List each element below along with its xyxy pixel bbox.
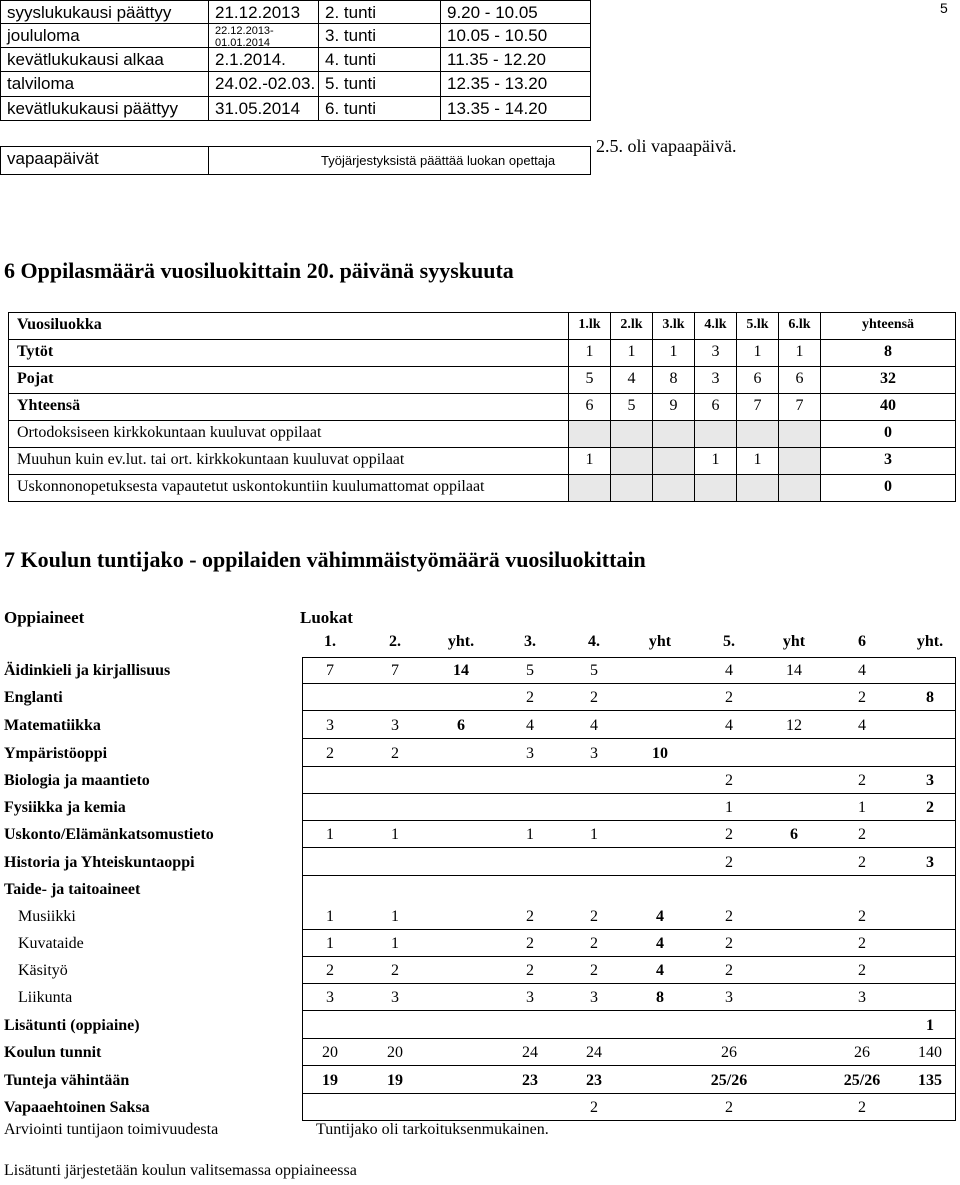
schedule-time: 11.35 - 12.20 xyxy=(440,47,591,72)
row-rule xyxy=(302,956,955,957)
value: 1 xyxy=(858,799,866,816)
value: 140 xyxy=(918,1044,942,1061)
value: 4 xyxy=(656,935,664,952)
value-cell: 5 xyxy=(568,366,611,394)
subject-label: Uskonto/Elämänkatsomustieto xyxy=(4,826,214,843)
value: 6 xyxy=(790,826,798,843)
schedule-lesson: 6. tunti xyxy=(318,96,441,121)
value-cell xyxy=(610,474,653,502)
value: 1 xyxy=(725,799,733,816)
column-header: yht. xyxy=(447,633,475,650)
value: 2 xyxy=(725,689,733,706)
value: 7 xyxy=(326,662,334,679)
column-header: 6 xyxy=(858,633,866,650)
value: 1 xyxy=(590,826,598,843)
value-cell: 1 xyxy=(610,339,653,367)
row-rule xyxy=(302,847,955,848)
row-rule xyxy=(302,793,955,794)
value: 19 xyxy=(387,1072,403,1089)
value-cell: 1 xyxy=(694,447,737,475)
footnote: Lisätunti järjestetään koulun valitsemassa oppiaineessa xyxy=(4,1162,357,1179)
value: 3 xyxy=(526,745,534,762)
value-cell xyxy=(778,474,821,502)
schedule-lesson: 2. tunti xyxy=(318,0,441,24)
value: 26 xyxy=(721,1044,737,1061)
subject-label: Ympäristöoppi xyxy=(4,745,108,762)
value: 4 xyxy=(725,662,733,679)
subject-label: Musiikki xyxy=(18,908,76,925)
schedule-time: 10.05 - 10.50 xyxy=(440,23,591,48)
value: 20 xyxy=(387,1044,403,1061)
value: 2 xyxy=(725,772,733,789)
value-cell: 6 xyxy=(694,393,737,421)
value: 2 xyxy=(526,689,534,706)
row-rule xyxy=(302,1038,955,1039)
column-header: 1. xyxy=(324,633,336,650)
subject-label: Historia ja Yhteiskuntaoppi xyxy=(4,854,195,871)
header-cell: 6.lk xyxy=(778,312,821,340)
value: 3 xyxy=(858,989,866,1006)
value: 2 xyxy=(526,962,534,979)
value: 2 xyxy=(590,908,598,925)
value-cell: 9 xyxy=(652,393,695,421)
value: 10 xyxy=(652,745,668,762)
value-cell: 7 xyxy=(736,393,779,421)
value: 4 xyxy=(590,717,598,734)
value-cell: 6 xyxy=(568,393,611,421)
value: 3 xyxy=(926,854,934,871)
subject-label: Liikunta xyxy=(18,989,73,1006)
header-cell: 3.lk xyxy=(652,312,695,340)
subject-label: Matematiikka xyxy=(4,717,101,734)
row-rule xyxy=(302,1065,955,1066)
row-rule xyxy=(302,1093,955,1094)
schedule-time: 9.20 - 10.05 xyxy=(440,0,591,24)
column-header: 5. xyxy=(723,633,735,650)
value: 3 xyxy=(391,717,399,734)
value-cell xyxy=(694,420,737,448)
section6-title: 6 Oppilasmäärä vuosiluokittain 20. päivänä syyskuuta xyxy=(4,258,514,283)
value-cell: 1 xyxy=(778,339,821,367)
value-cell: 3 xyxy=(820,447,956,475)
row-label: Muuhun kuin ev.lut. tai ort. kirkkokuntaan kuuluvat oppilaat xyxy=(8,447,569,475)
value: 4 xyxy=(858,717,866,734)
column-header: 3. xyxy=(524,633,536,650)
subject-label: Fysiikka ja kemia xyxy=(4,799,126,816)
row-rule xyxy=(302,683,955,684)
schedule-label: kevätlukukausi alkaa xyxy=(0,47,209,72)
value: 2 xyxy=(858,962,866,979)
schedule-time: 13.35 - 14.20 xyxy=(440,96,591,121)
value: 3 xyxy=(326,717,334,734)
header-cell: 5.lk xyxy=(736,312,779,340)
column-header: 2. xyxy=(389,633,401,650)
subject-label: Tunteja vähintään xyxy=(4,1072,130,1089)
value-cell: 1 xyxy=(736,339,779,367)
value: 1 xyxy=(326,935,334,952)
value: 8 xyxy=(656,989,664,1006)
schedule-label: vapaapäivät xyxy=(0,146,209,175)
row-rule xyxy=(302,1010,955,1011)
value-cell: 1 xyxy=(652,339,695,367)
value: 20 xyxy=(322,1044,338,1061)
row-rule xyxy=(302,875,955,876)
value: 1 xyxy=(526,826,534,843)
schedule-label: syyslukukausi päättyy xyxy=(0,0,209,24)
value: 1 xyxy=(326,908,334,925)
row-label: Tytöt xyxy=(8,339,569,367)
value: 3 xyxy=(326,989,334,1006)
value-cell: 40 xyxy=(820,393,956,421)
header-cell: 2.lk xyxy=(610,312,653,340)
value-cell: 8 xyxy=(652,366,695,394)
value: 24 xyxy=(522,1044,538,1061)
row-label: Yhteensä xyxy=(8,393,569,421)
schedule-date: 31.05.2014 xyxy=(208,96,319,121)
value: 2 xyxy=(326,962,334,979)
value: 2 xyxy=(725,1099,733,1116)
evaluation-label: Arviointi tuntijaon toimivuudesta xyxy=(4,1121,219,1138)
value-cell xyxy=(694,474,737,502)
value-cell xyxy=(736,474,779,502)
value: 2 xyxy=(858,772,866,789)
value-cell: 1 xyxy=(568,447,611,475)
value: 2 xyxy=(725,962,733,979)
subject-label: Taide- ja taitoaineet xyxy=(4,881,141,898)
value: 2 xyxy=(725,826,733,843)
row-label: Pojat xyxy=(8,366,569,394)
value: 5 xyxy=(590,662,598,679)
value: 1 xyxy=(926,1017,934,1034)
schedule-lesson: 5. tunti xyxy=(318,71,441,97)
schedule-label: kevätlukukausi päättyy xyxy=(0,96,209,121)
schedule-lesson: 4. tunti xyxy=(318,47,441,72)
value: 3 xyxy=(391,989,399,1006)
value: 26 xyxy=(854,1044,870,1061)
value-cell: 3 xyxy=(694,366,737,394)
value-cell: 0 xyxy=(820,420,956,448)
page-number: 5 xyxy=(940,0,948,16)
value-cell xyxy=(778,420,821,448)
header-cell: Vuosiluokka xyxy=(8,312,569,340)
value: 1 xyxy=(326,826,334,843)
value: 23 xyxy=(522,1072,538,1089)
column-header: 4. xyxy=(588,633,600,650)
value-cell xyxy=(568,420,611,448)
value: 2 xyxy=(590,1099,598,1116)
classes-header: Luokat xyxy=(300,608,353,627)
row-label: Ortodoksiseen kirkkokuntaan kuuluvat oppilaat xyxy=(8,420,569,448)
evaluation-text: Tuntijako oli tarkoituksenmukainen. xyxy=(316,1121,549,1138)
value: 2 xyxy=(526,935,534,952)
value: 5 xyxy=(526,662,534,679)
value: 7 xyxy=(391,662,399,679)
column-header: yht. xyxy=(916,633,944,650)
header-cell: 1.lk xyxy=(568,312,611,340)
schedule-date: 21.12.2013 xyxy=(208,0,319,24)
value: 135 xyxy=(918,1072,942,1089)
value: 1 xyxy=(391,935,399,952)
subject-label: Kuvataide xyxy=(18,935,84,952)
row-rule xyxy=(302,738,955,739)
value: 2 xyxy=(858,826,866,843)
value: 24 xyxy=(586,1044,602,1061)
schedule-time: 12.35 - 13.20 xyxy=(440,71,591,97)
value-cell: 32 xyxy=(820,366,956,394)
schedule-lesson: 3. tunti xyxy=(318,23,441,48)
value: 2 xyxy=(326,745,334,762)
subject-label: Englanti xyxy=(4,689,63,706)
value: 2 xyxy=(590,689,598,706)
value: 19 xyxy=(322,1072,338,1089)
value: 2 xyxy=(391,962,399,979)
value: 8 xyxy=(926,689,934,706)
value-cell xyxy=(778,447,821,475)
value: 4 xyxy=(858,662,866,679)
value: 2 xyxy=(725,854,733,871)
value: 2 xyxy=(858,689,866,706)
value-cell: 4 xyxy=(610,366,653,394)
schedule-label: talviloma xyxy=(0,71,209,97)
value: 2 xyxy=(526,908,534,925)
value-cell xyxy=(568,474,611,502)
value-cell: 1 xyxy=(568,339,611,367)
schedule-date: 24.02.-02.03. xyxy=(208,71,319,97)
value: 14 xyxy=(786,662,802,679)
value: 2 xyxy=(858,854,866,871)
value-cell xyxy=(652,447,695,475)
value: 4 xyxy=(656,962,664,979)
header-cell: 4.lk xyxy=(694,312,737,340)
value: 3 xyxy=(590,989,598,1006)
schedule-date: 22.12.2013- 01.01.2014 xyxy=(208,23,319,48)
value: 23 xyxy=(586,1072,602,1089)
grid-rule xyxy=(302,657,955,658)
grid-rule xyxy=(302,657,303,1121)
section7-title: 7 Koulun tuntijako - oppilaiden vähimmäistyömäärä vuosiluokittain xyxy=(4,547,646,572)
header-cell: yhteensä xyxy=(820,312,956,340)
value: 4 xyxy=(526,717,534,734)
subject-label: Äidinkieli ja kirjallisuus xyxy=(4,662,171,679)
value-cell: 6 xyxy=(778,366,821,394)
schedule-date: 2.1.2014. xyxy=(208,47,319,72)
grid-rule xyxy=(955,657,956,1121)
value: 2 xyxy=(725,908,733,925)
value: 12 xyxy=(786,717,802,734)
value: 2 xyxy=(590,962,598,979)
value: 3 xyxy=(526,989,534,1006)
row-rule xyxy=(302,766,955,767)
row-rule xyxy=(302,983,955,984)
schedule-label: joululoma xyxy=(0,23,209,48)
row-label: Uskonnonopetuksesta vapautetut uskontokuntiin kuulumattomat oppilaat xyxy=(8,474,569,502)
value: 4 xyxy=(725,717,733,734)
value-cell: 6 xyxy=(736,366,779,394)
value: 2 xyxy=(926,799,934,816)
value-cell xyxy=(652,474,695,502)
subject-label: Vapaaehtoinen Saksa xyxy=(4,1099,150,1116)
subject-label: Lisätunti (oppiaine) xyxy=(4,1017,140,1034)
row-rule xyxy=(302,820,955,821)
row-rule xyxy=(302,929,955,930)
schedule-note: Työjärjestyksistä päättää luokan opettaja xyxy=(208,146,591,175)
value: 2 xyxy=(725,935,733,952)
value: 2 xyxy=(858,1099,866,1116)
row-rule xyxy=(302,710,955,711)
subject-label: Biologia ja maantieto xyxy=(4,772,150,789)
value: 2 xyxy=(391,745,399,762)
value: 6 xyxy=(457,717,465,734)
value: 3 xyxy=(926,772,934,789)
subject-label: Koulun tunnit xyxy=(4,1044,102,1061)
value-cell xyxy=(610,447,653,475)
value-cell: 7 xyxy=(778,393,821,421)
value-cell xyxy=(736,420,779,448)
value-cell: 1 xyxy=(736,447,779,475)
subject-label: Käsityö xyxy=(18,962,68,979)
value: 3 xyxy=(725,989,733,1006)
value: 25/26 xyxy=(843,1072,881,1089)
value: 2 xyxy=(858,935,866,952)
value-cell: 3 xyxy=(694,339,737,367)
value: 25/26 xyxy=(710,1072,748,1089)
value: 4 xyxy=(656,908,664,925)
column-header: yht xyxy=(648,633,672,650)
value-cell: 8 xyxy=(820,339,956,367)
value-cell: 0 xyxy=(820,474,956,502)
column-header: yht xyxy=(782,633,806,650)
value: 3 xyxy=(590,745,598,762)
value: 1 xyxy=(391,826,399,843)
value-cell xyxy=(652,420,695,448)
value: 14 xyxy=(453,662,469,679)
value: 2 xyxy=(590,935,598,952)
value: 1 xyxy=(391,908,399,925)
value-cell xyxy=(610,420,653,448)
value: 2 xyxy=(858,908,866,925)
subjects-header: Oppiaineet xyxy=(4,608,85,627)
side-note: 2.5. oli vapaapäivä. xyxy=(596,136,737,156)
value-cell: 5 xyxy=(610,393,653,421)
